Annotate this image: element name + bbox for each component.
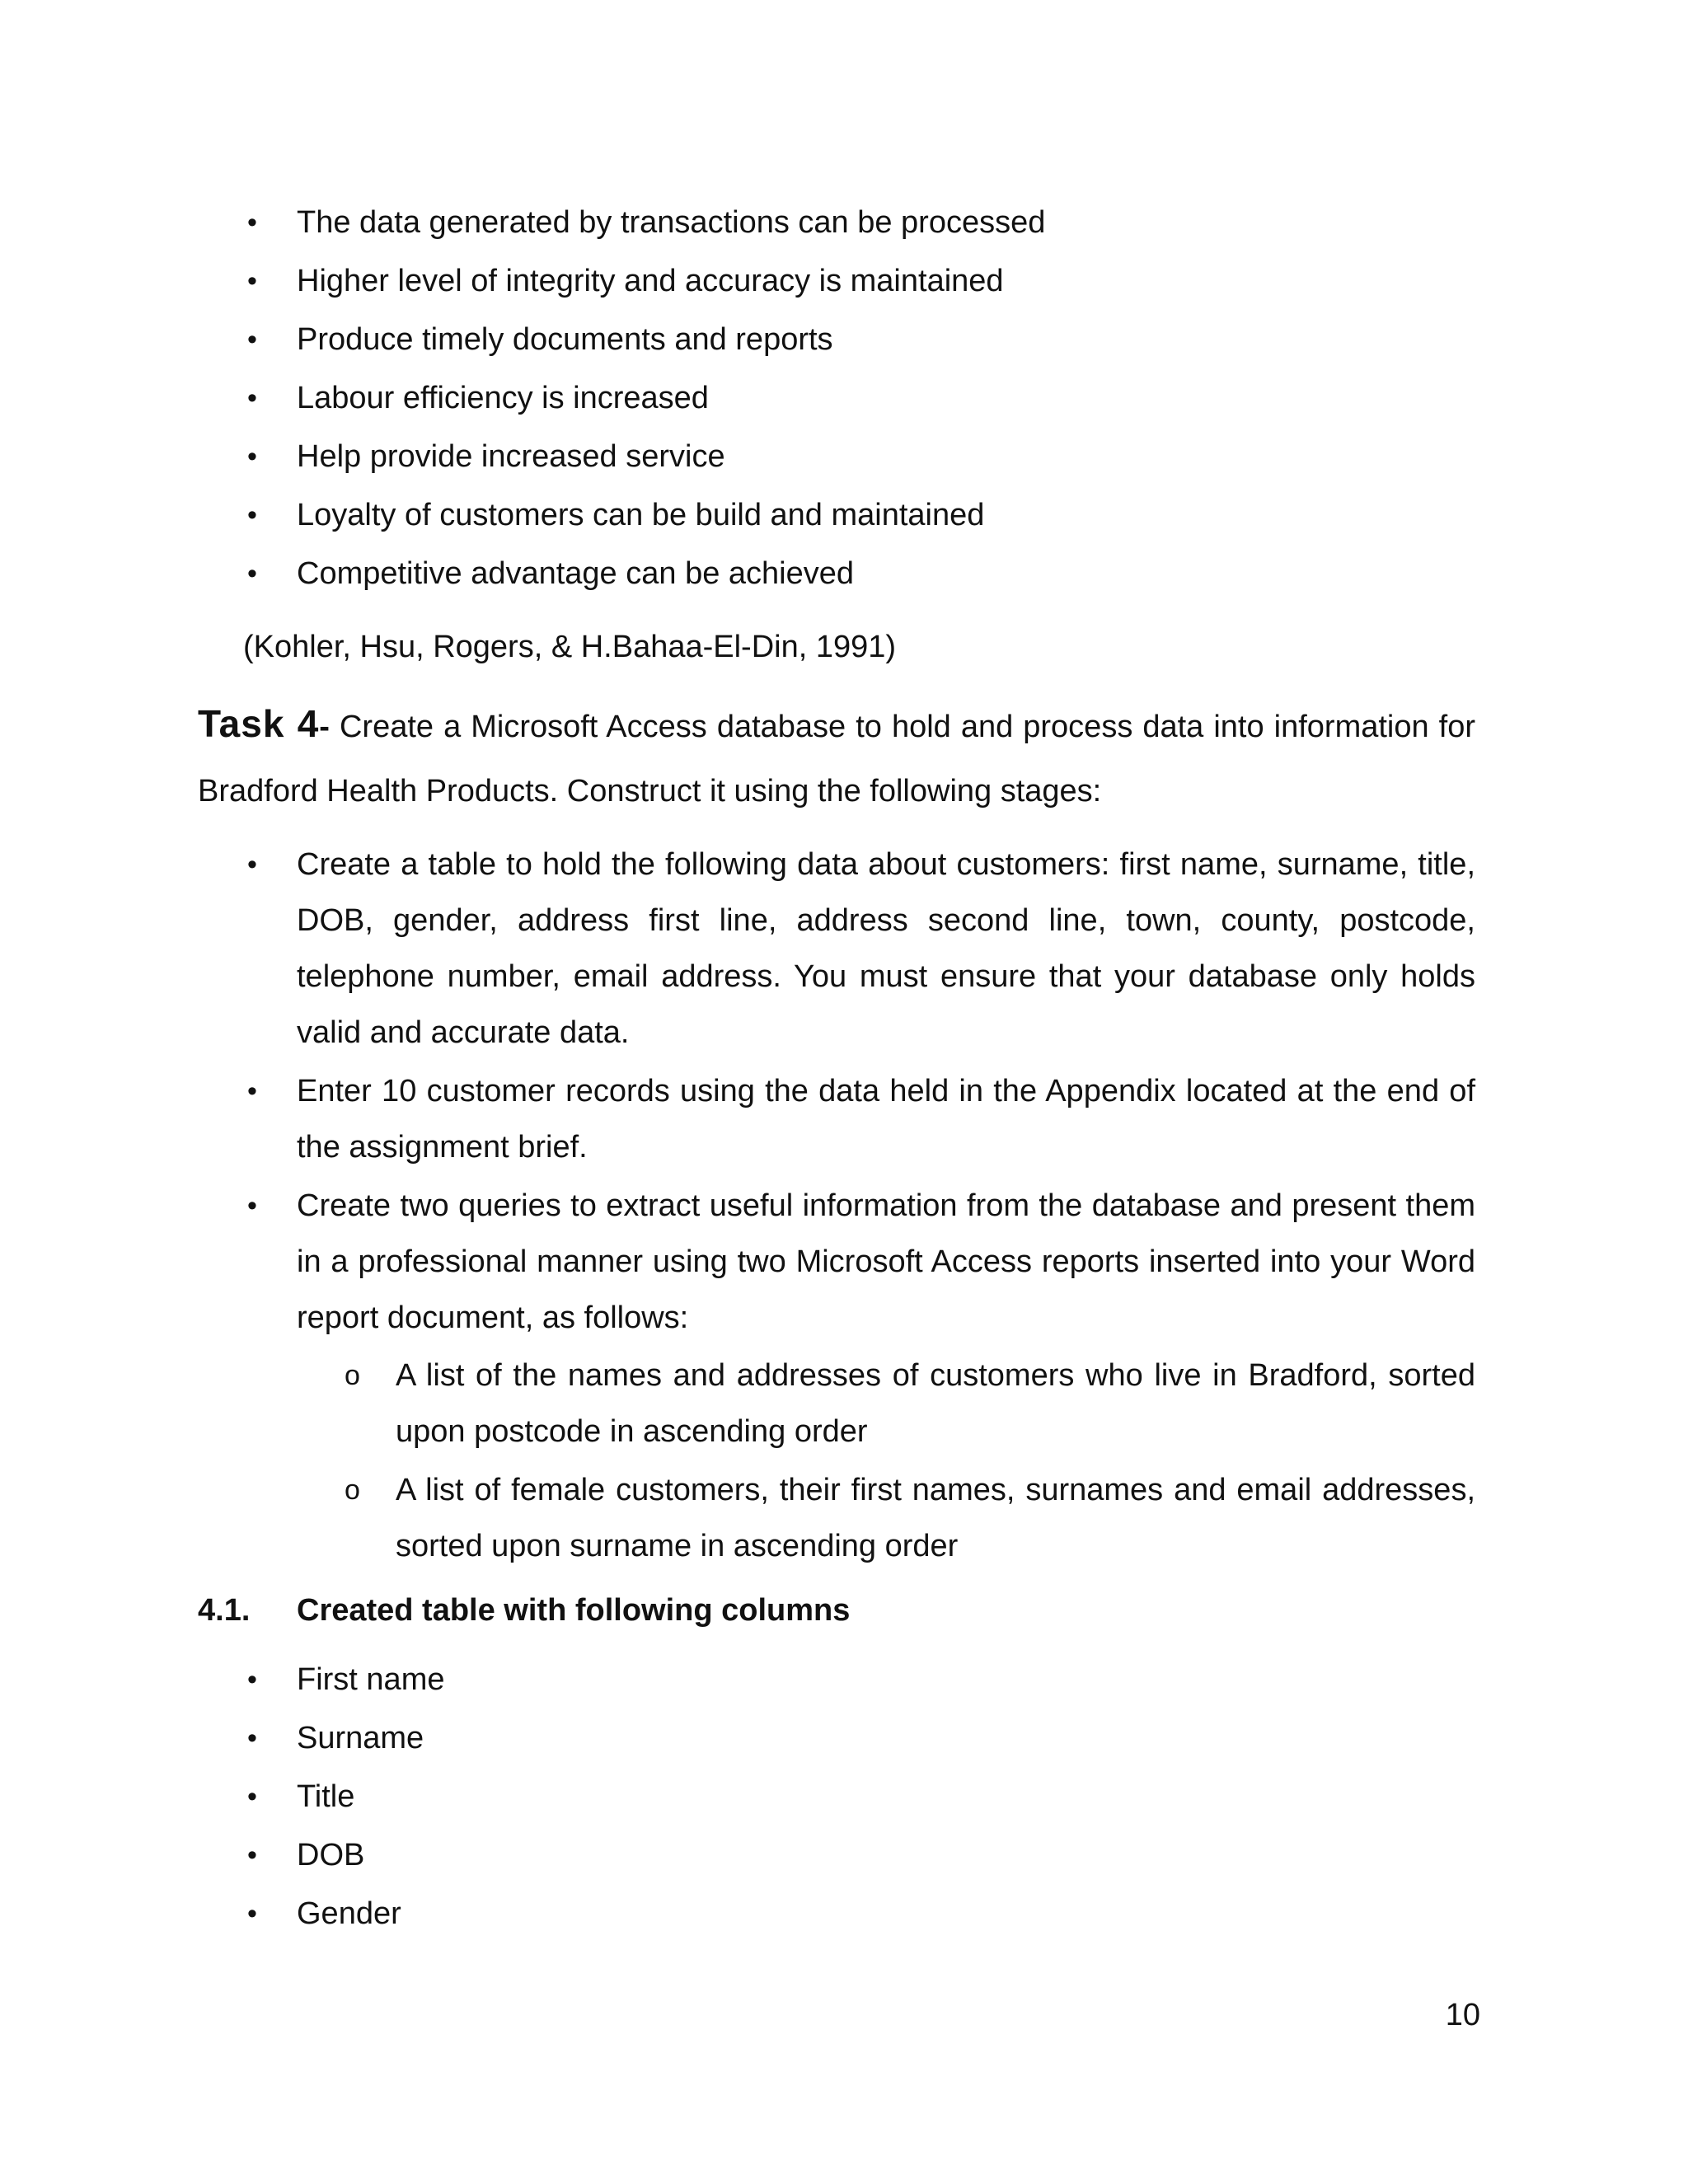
list-item: • Labour efficiency is increased	[198, 370, 1475, 426]
list-item: • The data generated by transactions can be processed	[198, 194, 1475, 251]
list-item	[198, 1178, 1475, 1574]
list-item: • Create a table to hold the following data about customers: first name, surname, title, DOB, gender, address first line, address second line, town, county, postcode, telephone number, email address. You must ensure that your database only holds valid and accurate data.	[198, 837, 1475, 1061]
section-number: 4.1.	[198, 1593, 251, 1628]
benefits-list	[198, 194, 1475, 602]
list-item: • Help provide increased service	[198, 429, 1475, 485]
columns-list	[198, 1652, 1475, 1942]
query-sub-list	[297, 1347, 1475, 1574]
sub-list-item: o A list of the names and addresses of customers who live in Bradford, sorted upon postcode in ascending order	[297, 1347, 1475, 1460]
list-item: • Competitive advantage can be achieved	[198, 546, 1475, 602]
list-item: • Gender	[198, 1886, 1475, 1942]
page-content	[198, 194, 1475, 1944]
list-item: • Title	[198, 1769, 1475, 1825]
sub-list-item: o A list of female customers, their first names, surnames and email addresses, sorted upon surname in ascending order	[297, 1462, 1475, 1574]
task-label: Task 4	[198, 702, 320, 745]
list-item: • Higher level of integrity and accuracy is maintained	[198, 253, 1475, 309]
list-item: • DOB	[198, 1827, 1475, 1883]
page-number: 10	[1445, 1998, 1480, 2032]
task-stages-list	[198, 837, 1475, 1574]
task-text: Create a Microsoft Access database to hold and process data into information for Bradford Health Products. Construct it using the following stages:	[198, 710, 1476, 808]
task-label-dash: -	[319, 710, 330, 744]
list-item: • Loyalty of customers can be build and maintained	[198, 487, 1475, 543]
task-paragraph	[198, 691, 1475, 823]
list-item: • Surname	[198, 1710, 1475, 1766]
list-item-text: Create two queries to extract useful information from the database and present them in a professional manner using two Microsoft Access reports inserted into your Word report document, as follows:	[297, 1188, 1475, 1335]
list-item: • Enter 10 customer records using the data held in the Appendix located at the end of the assignment brief.	[198, 1063, 1475, 1175]
list-item: • First name	[198, 1652, 1475, 1708]
list-item: • Produce timely documents and reports	[198, 312, 1475, 368]
section-heading	[198, 1582, 1475, 1638]
section-title: Created table with following columns	[297, 1593, 851, 1628]
citation: (Kohler, Hsu, Rogers, & H.Bahaa-El-Din, 1991)	[243, 630, 897, 664]
